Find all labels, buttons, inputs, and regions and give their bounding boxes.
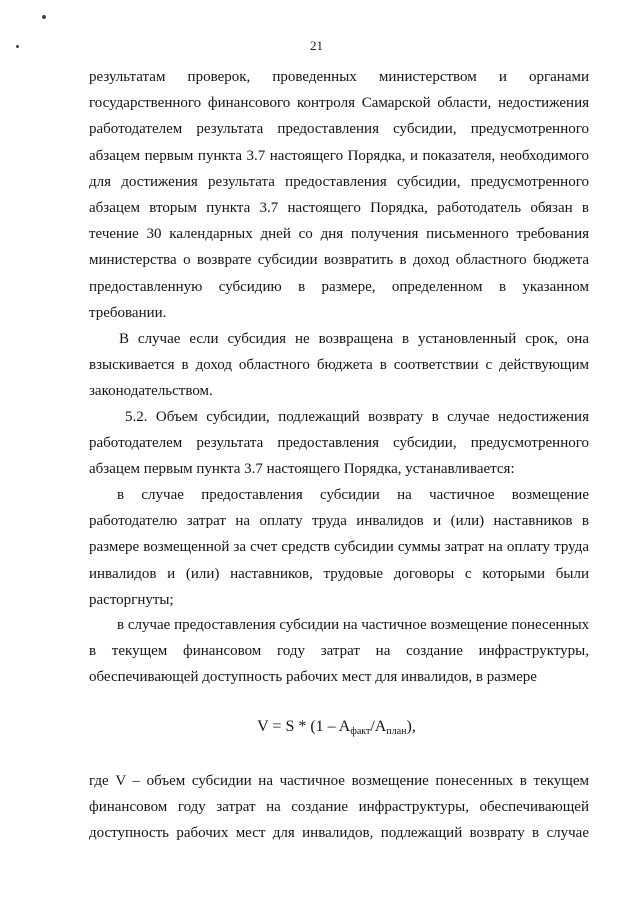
text-line: абзацем первым пункта 3.7 настоящего Порядка, устанавливается: bbox=[89, 461, 515, 478]
paragraph-infrastructure bbox=[89, 612, 589, 691]
paragraph-5-2 bbox=[89, 404, 589, 483]
text-line: для достижения результата предоставления субсидии, предусмотренного bbox=[89, 173, 589, 190]
text-line: абзацем первым пункта 3.7 настоящего Порядка, и показателя, необходимого bbox=[89, 147, 589, 164]
text-line: работодателем результата предоставления субсидии, предусмотренного bbox=[89, 121, 589, 138]
text-line: законодательством. bbox=[89, 383, 213, 400]
formula-mid: /A bbox=[370, 718, 387, 735]
text-line: финансовом году затрат на создание инфраструктуры, обеспечивающей bbox=[89, 799, 589, 816]
text-line: предоставленную субсидию в размере, определенном в указанном bbox=[89, 278, 589, 295]
text-line: где V – объем субсидии на частичное возмещение понесенных в текущем bbox=[89, 773, 589, 789]
text-line: обеспечивающей доступность рабочих мест для инвалидов, в размере bbox=[89, 669, 537, 686]
text-line: доступность рабочих мест для инвалидов, подлежащий возврату в случае bbox=[89, 825, 589, 842]
paragraph-continuation bbox=[89, 64, 589, 326]
text-line: взыскивается в доход областного бюджета в соответствии с действующим bbox=[89, 357, 589, 374]
text-line: результатам проверок, проведенных министерством и органами bbox=[89, 69, 589, 85]
text-line: течение 30 календарных дней со дня получения письменного требования bbox=[89, 226, 589, 243]
scan-speck bbox=[42, 15, 46, 19]
text-line: министерства о возврате субсидии возвратить в доход областного бюджета bbox=[89, 252, 589, 269]
text-line: в случае предоставления субсидии на частичное возмещение понесенных bbox=[117, 617, 589, 633]
formula-end: ), bbox=[406, 718, 416, 735]
text-line: в случае предоставления субсидии на частичное возмещение bbox=[117, 487, 589, 503]
text-line: работодателем результата предоставления субсидии, предусмотренного bbox=[89, 435, 589, 452]
formula-subscript-fact: факт bbox=[350, 726, 371, 737]
text-line: инвалидов и (или) наставников, трудовые договоры с которыми были bbox=[89, 565, 589, 582]
page-number: 21 bbox=[310, 38, 323, 53]
text-line: абзацем вторым пункта 3.7 настоящего Порядка, работодатель обязан в bbox=[89, 200, 589, 217]
text-line: в текущем финансовом году затрат на создание инфраструктуры, bbox=[89, 643, 589, 660]
text-line: государственного финансового контроля Самарской области, недостижения bbox=[89, 95, 589, 112]
text-line: работодателю затрат на оплату труда инвалидов и (или) наставников в bbox=[89, 513, 589, 530]
text-line: размере возмещенной за счет средств субсидии суммы затрат на оплату труда bbox=[89, 539, 589, 556]
formula bbox=[0, 716, 633, 743]
text-line: 5.2. Объем субсидии, подлежащий возврату в случае недостижения bbox=[125, 409, 589, 425]
text-line: требовании. bbox=[89, 304, 167, 321]
text-line: В случае если субсидия не возвращена в установленный срок, она bbox=[119, 331, 589, 347]
paragraph-definition bbox=[89, 768, 589, 847]
formula-main: V = S * (1 – A bbox=[257, 718, 351, 735]
paragraph-labor-costs bbox=[89, 482, 589, 613]
paragraph-recovery bbox=[89, 326, 589, 405]
formula-subscript-plan: план bbox=[386, 726, 407, 737]
text-line: расторгнуты; bbox=[89, 591, 174, 608]
